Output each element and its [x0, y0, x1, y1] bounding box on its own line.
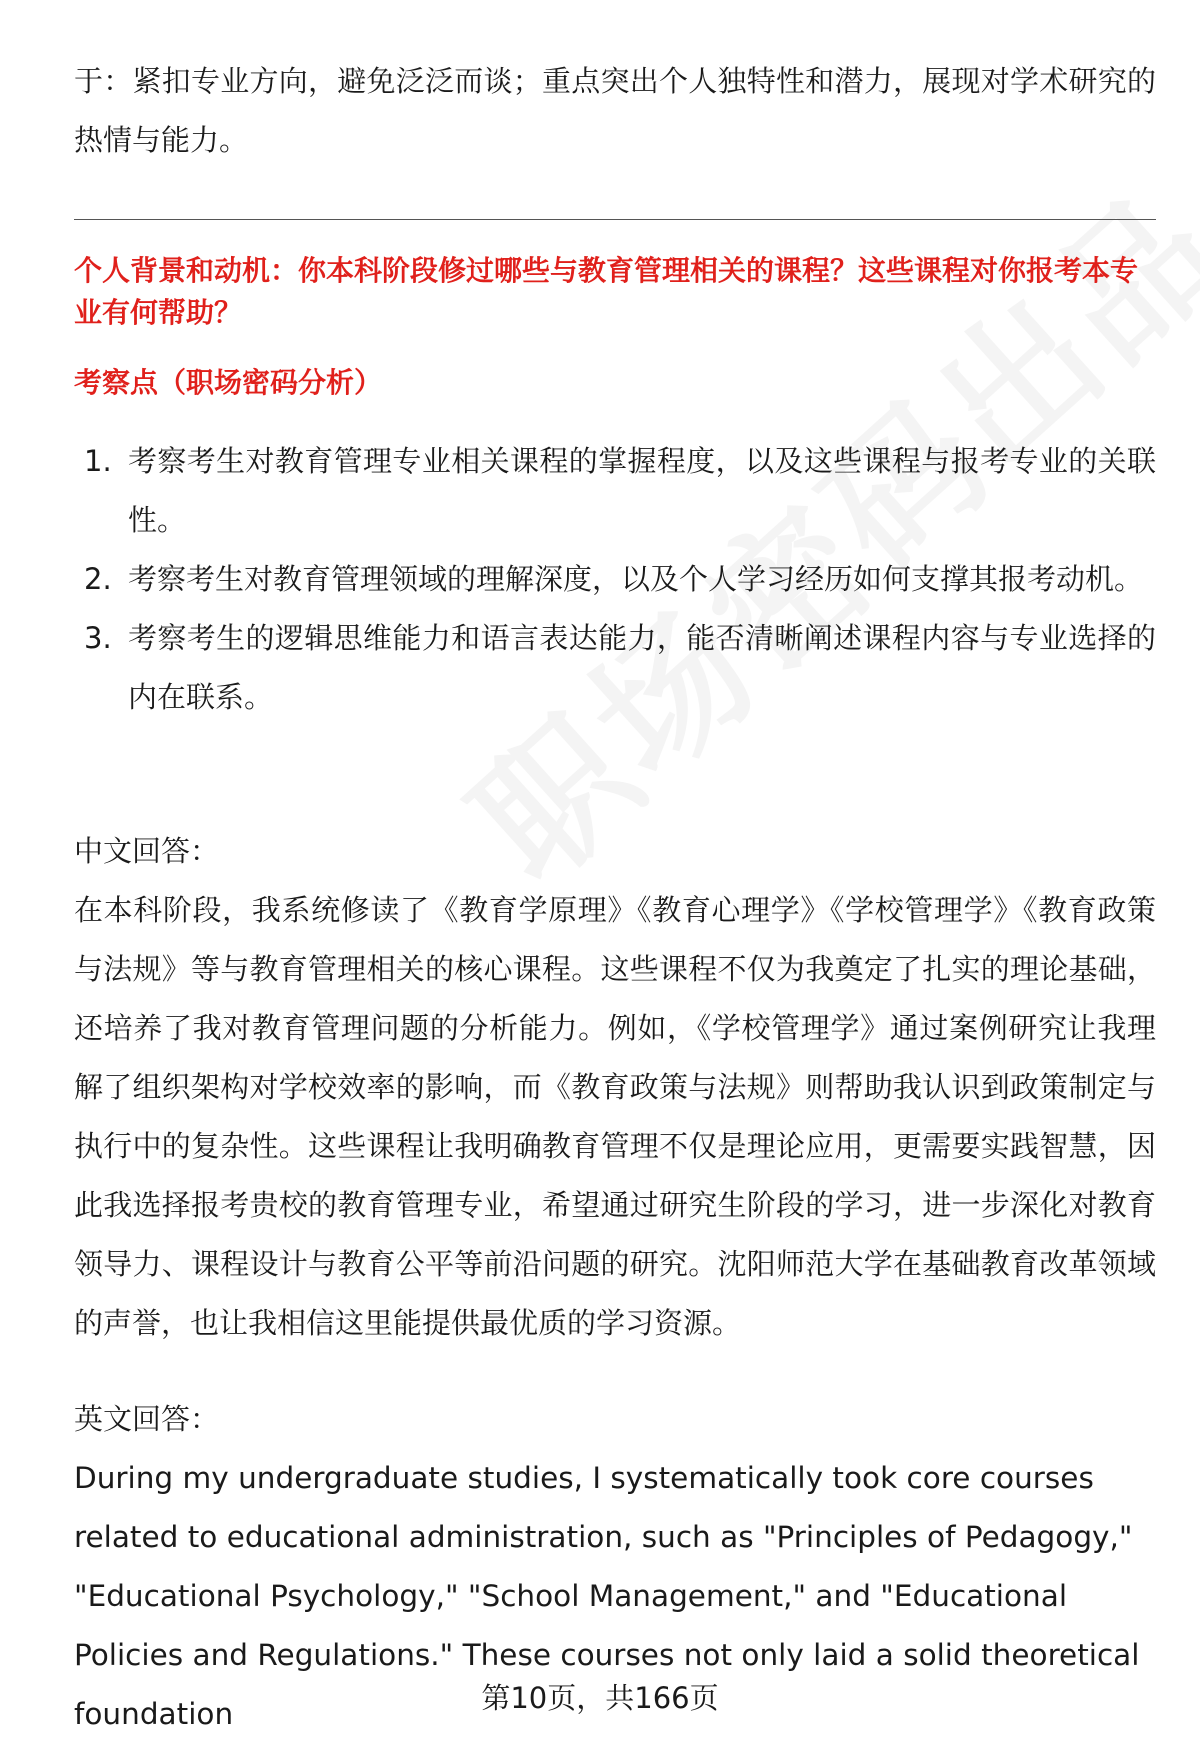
section-divider	[74, 219, 1156, 220]
chinese-answer: 在本科阶段，我系统修读了《教育学原理》《教育心理学》《学校管理学》《教育政策与法规》等与教育管理相关的核心课程。这些课程不仅为我奠定了扎实的理论基础，还培养了我对教育管理问题的分析能力。例如，《学校管理学》通过案例研究让我理解了组织架构对学校效率的影响，而《教育政策与法规》则帮助我认识到政策制定与执行中的复杂性。这些课程让我明确教育管理不仅是理论应用，更需要实践智慧，因此我选择报考贵校的教育管理专业，希望通过研究生阶段的学习，进一步深化对教育领导力、课程设计与教育公平等前沿问题的研究。沈阳师范大学在基础教育改革领域的声誉，也让我相信这里能提供最优质的学习资源。	[74, 893, 1156, 1340]
list-item	[74, 432, 1156, 550]
english-answer: During my undergraduate studies, I systematically took core courses related to educational administration, such as "Principles of Pedagogy," "Educational Psychology," "School Management," and "Educational Policies and Regulations." These courses not only laid a solid theoretical foundation	[74, 1461, 1140, 1731]
intro-paragraph: 于：紧扣专业方向，避免泛泛而谈；重点突出个人独特性和潜力，展现对学术研究的热情与能力。	[74, 64, 1156, 157]
list-item-text: 考察考生对教育管理领域的理解深度，以及个人学习经历如何支撑其报考动机。	[128, 562, 1144, 596]
list-number: 2.	[84, 562, 112, 596]
list-item-text: 考察考生的逻辑思维能力和语言表达能力，能否清晰阐述课程内容与专业选择的内在联系。	[128, 621, 1156, 714]
list-number: 1.	[84, 444, 112, 478]
list-item	[74, 609, 1156, 727]
page-footer: 第10页，共166页	[481, 1681, 719, 1715]
points-list	[74, 432, 1156, 727]
list-number: 3.	[84, 621, 112, 655]
list-item	[74, 550, 1156, 609]
list-item-text: 考察考生对教育管理专业相关课程的掌握程度，以及这些课程与报考专业的关联性。	[128, 444, 1156, 537]
chinese-answer-label: 中文回答：	[74, 834, 220, 868]
english-answer-label: 英文回答：	[74, 1402, 220, 1436]
question-heading: 个人背景和动机：你本科阶段修过哪些与教育管理相关的课程？这些课程对你报考本专业有何帮助？	[74, 254, 1139, 329]
points-heading: 考察点（职场密码分析）	[74, 366, 383, 399]
